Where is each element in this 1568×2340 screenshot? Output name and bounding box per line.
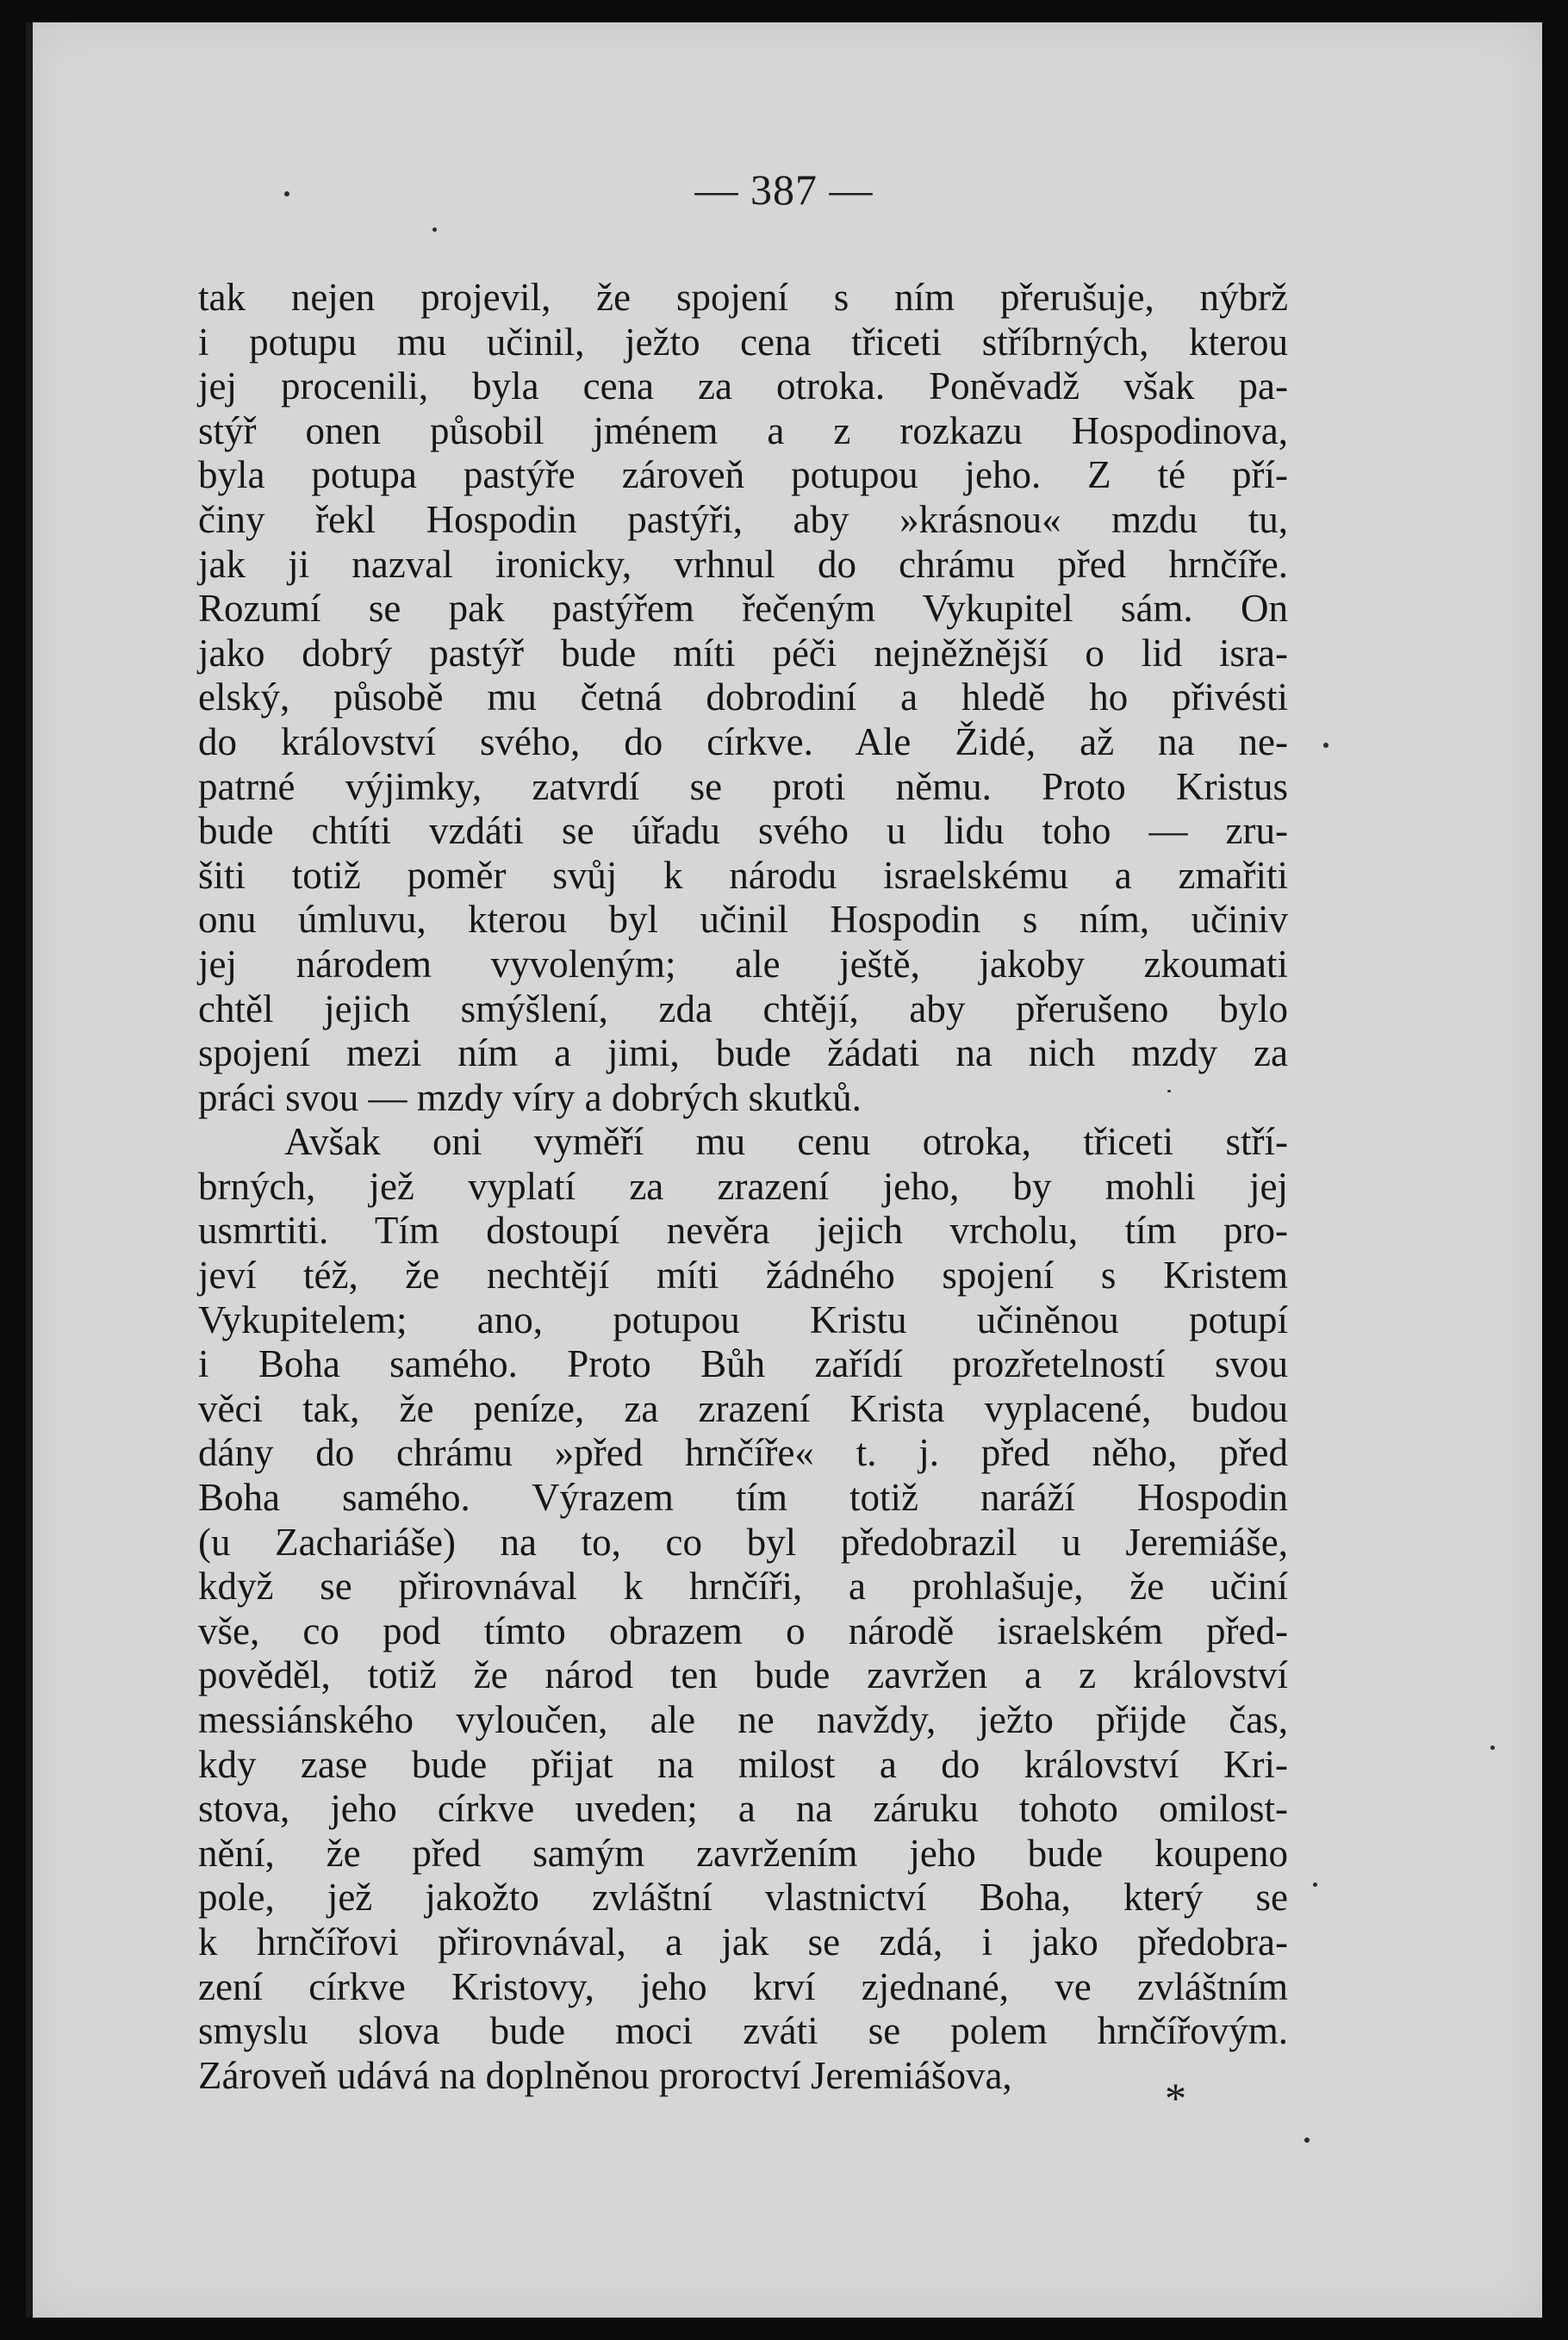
text-line: dány do chrámu »před hrnčíře« t. j. před něho, před (198, 1431, 1288, 1475)
footnote-asterisk: * (1165, 2074, 1186, 2122)
text-line: spojení mezi ním a jimi, bude žádati na nich mzdy za (198, 1031, 1288, 1075)
text-line: jej národem vyvoleným; ale ještě, jakoby zkoumati (198, 942, 1288, 986)
text-line: stýř onen působil jménem a z rozkazu Hospodinova, (198, 408, 1288, 452)
text-line: jej procenili, byla cena za otroka. Poněvadž však pa- (198, 364, 1288, 408)
text-line: usmrtiti. Tím dostoupí nevěra jejich vrcholu, tím pro- (198, 1209, 1288, 1253)
print-speck (432, 227, 437, 232)
print-speck (1304, 2138, 1310, 2143)
text-line: byla potupa pastýře zároveň potupou jeho. Z té pří- (198, 453, 1288, 497)
text-line: chtěl jejich smýšlení, zda chtějí, aby přerušeno bylo (198, 986, 1288, 1030)
text-line: stova, jeho církve uveden; a na záruku tohoto omilost- (198, 1787, 1288, 1831)
print-speck (1167, 1090, 1171, 1092)
text-line: patrné výjimky, zatvrdí se proti němu. Proto Kristus (198, 764, 1288, 808)
text-line: onu úmluvu, kterou byl učinil Hospodin s ním, učiniv (198, 898, 1288, 942)
text-line: kdy zase bude přijat na milost a do království Kri- (198, 1742, 1288, 1786)
text-line: pověděl, totiž že národ ten bude zavržen a z království (198, 1653, 1288, 1697)
text-line: věci tak, že peníze, za zrazení Krista vyplacené, budou (198, 1386, 1288, 1430)
text-line: pole, jež jakožto zvláštní vlastnictví Boha, který se (198, 1876, 1288, 1920)
text-line: Zároveň udává na doplněnou proroctví Jeremiášova, (198, 2053, 1012, 2097)
page-edge-rule (26, 22, 33, 2318)
page-number: — 387 — (694, 165, 874, 214)
text-line: tak nejen projevil, že spojení s ním přerušuje, nýbrž (198, 276, 1288, 319)
text-line: jak ji nazval ironicky, vrhnul do chrámu před hrnčíře. (198, 542, 1288, 586)
text-line: brných, jež vyplatí za zrazení jeho, by mohli jej (198, 1164, 1288, 1208)
text-line: Boha samého. Výrazem tím totiž naráží Hospodin (198, 1476, 1288, 1520)
text-line: smyslu slova bude moci zváti se polem hrnčířovým. (198, 2009, 1288, 2053)
text-line: jako dobrý pastýř bude míti péči nejněžnější o lid isra- (198, 631, 1288, 675)
text-line: zení církve Kristovy, jeho krví zjednané, ve zvláštním (198, 1964, 1288, 2008)
print-speck (284, 191, 289, 196)
text-line: vše, co pod tímto obrazem o národě israelském před- (198, 1609, 1288, 1652)
book-page (26, 22, 1542, 2318)
text-line: (u Zachariáše) na to, co byl předobrazil u Jeremiáše, (198, 1520, 1288, 1564)
body-text (198, 276, 1288, 2098)
text-line: Rozumí se pak pastýřem řečeným Vykupitel sám. On (198, 587, 1288, 631)
text-line: messiánského vyloučen, ale ne navždy, ježto přijde čas, (198, 1698, 1288, 1741)
print-speck (1490, 1746, 1495, 1750)
text-line: když se přirovnával k hrnčíři, a prohlašuje, že učiní (198, 1565, 1288, 1609)
text-line: elský, působě mu četná dobrodiní a hledě ho přivésti (198, 675, 1288, 719)
text-line: nění, že před samým zavržením jeho bude koupeno (198, 1831, 1288, 1875)
text-line: Vykupitelem; ano, potupou Kristu učiněnou potupí (198, 1298, 1288, 1341)
print-speck (1323, 743, 1328, 748)
text-line: šiti totiž poměr svůj k národu israelskému a zmařiti (198, 853, 1288, 897)
text-line: do království svého, do církve. Ale Židé, až na ne- (198, 719, 1288, 763)
text-line: práci svou — mzdy víry a dobrých skutků. (198, 1075, 862, 1119)
text-line: Avšak oni vyměří mu cenu otroka, třiceti stří- (284, 1120, 1288, 1164)
text-line: i Boha samého. Proto Bůh zařídí prozřetelností svou (198, 1342, 1288, 1386)
text-line: i potupu mu učinil, ježto cena třiceti stříbrných, kterou (198, 320, 1288, 364)
text-line: činy řekl Hospodin pastýři, aby »krásnou« mzdu tu, (198, 497, 1288, 541)
text-line: jeví též, že nechtějí míti žádného spojení s Kristem (198, 1254, 1288, 1298)
print-speck (1313, 1883, 1317, 1887)
text-line: bude chtíti vzdáti se úřadu svého u lidu toho — zru- (198, 809, 1288, 853)
text-line: k hrnčířovi přirovnával, a jak se zdá, i jako předobra- (198, 1920, 1288, 1963)
